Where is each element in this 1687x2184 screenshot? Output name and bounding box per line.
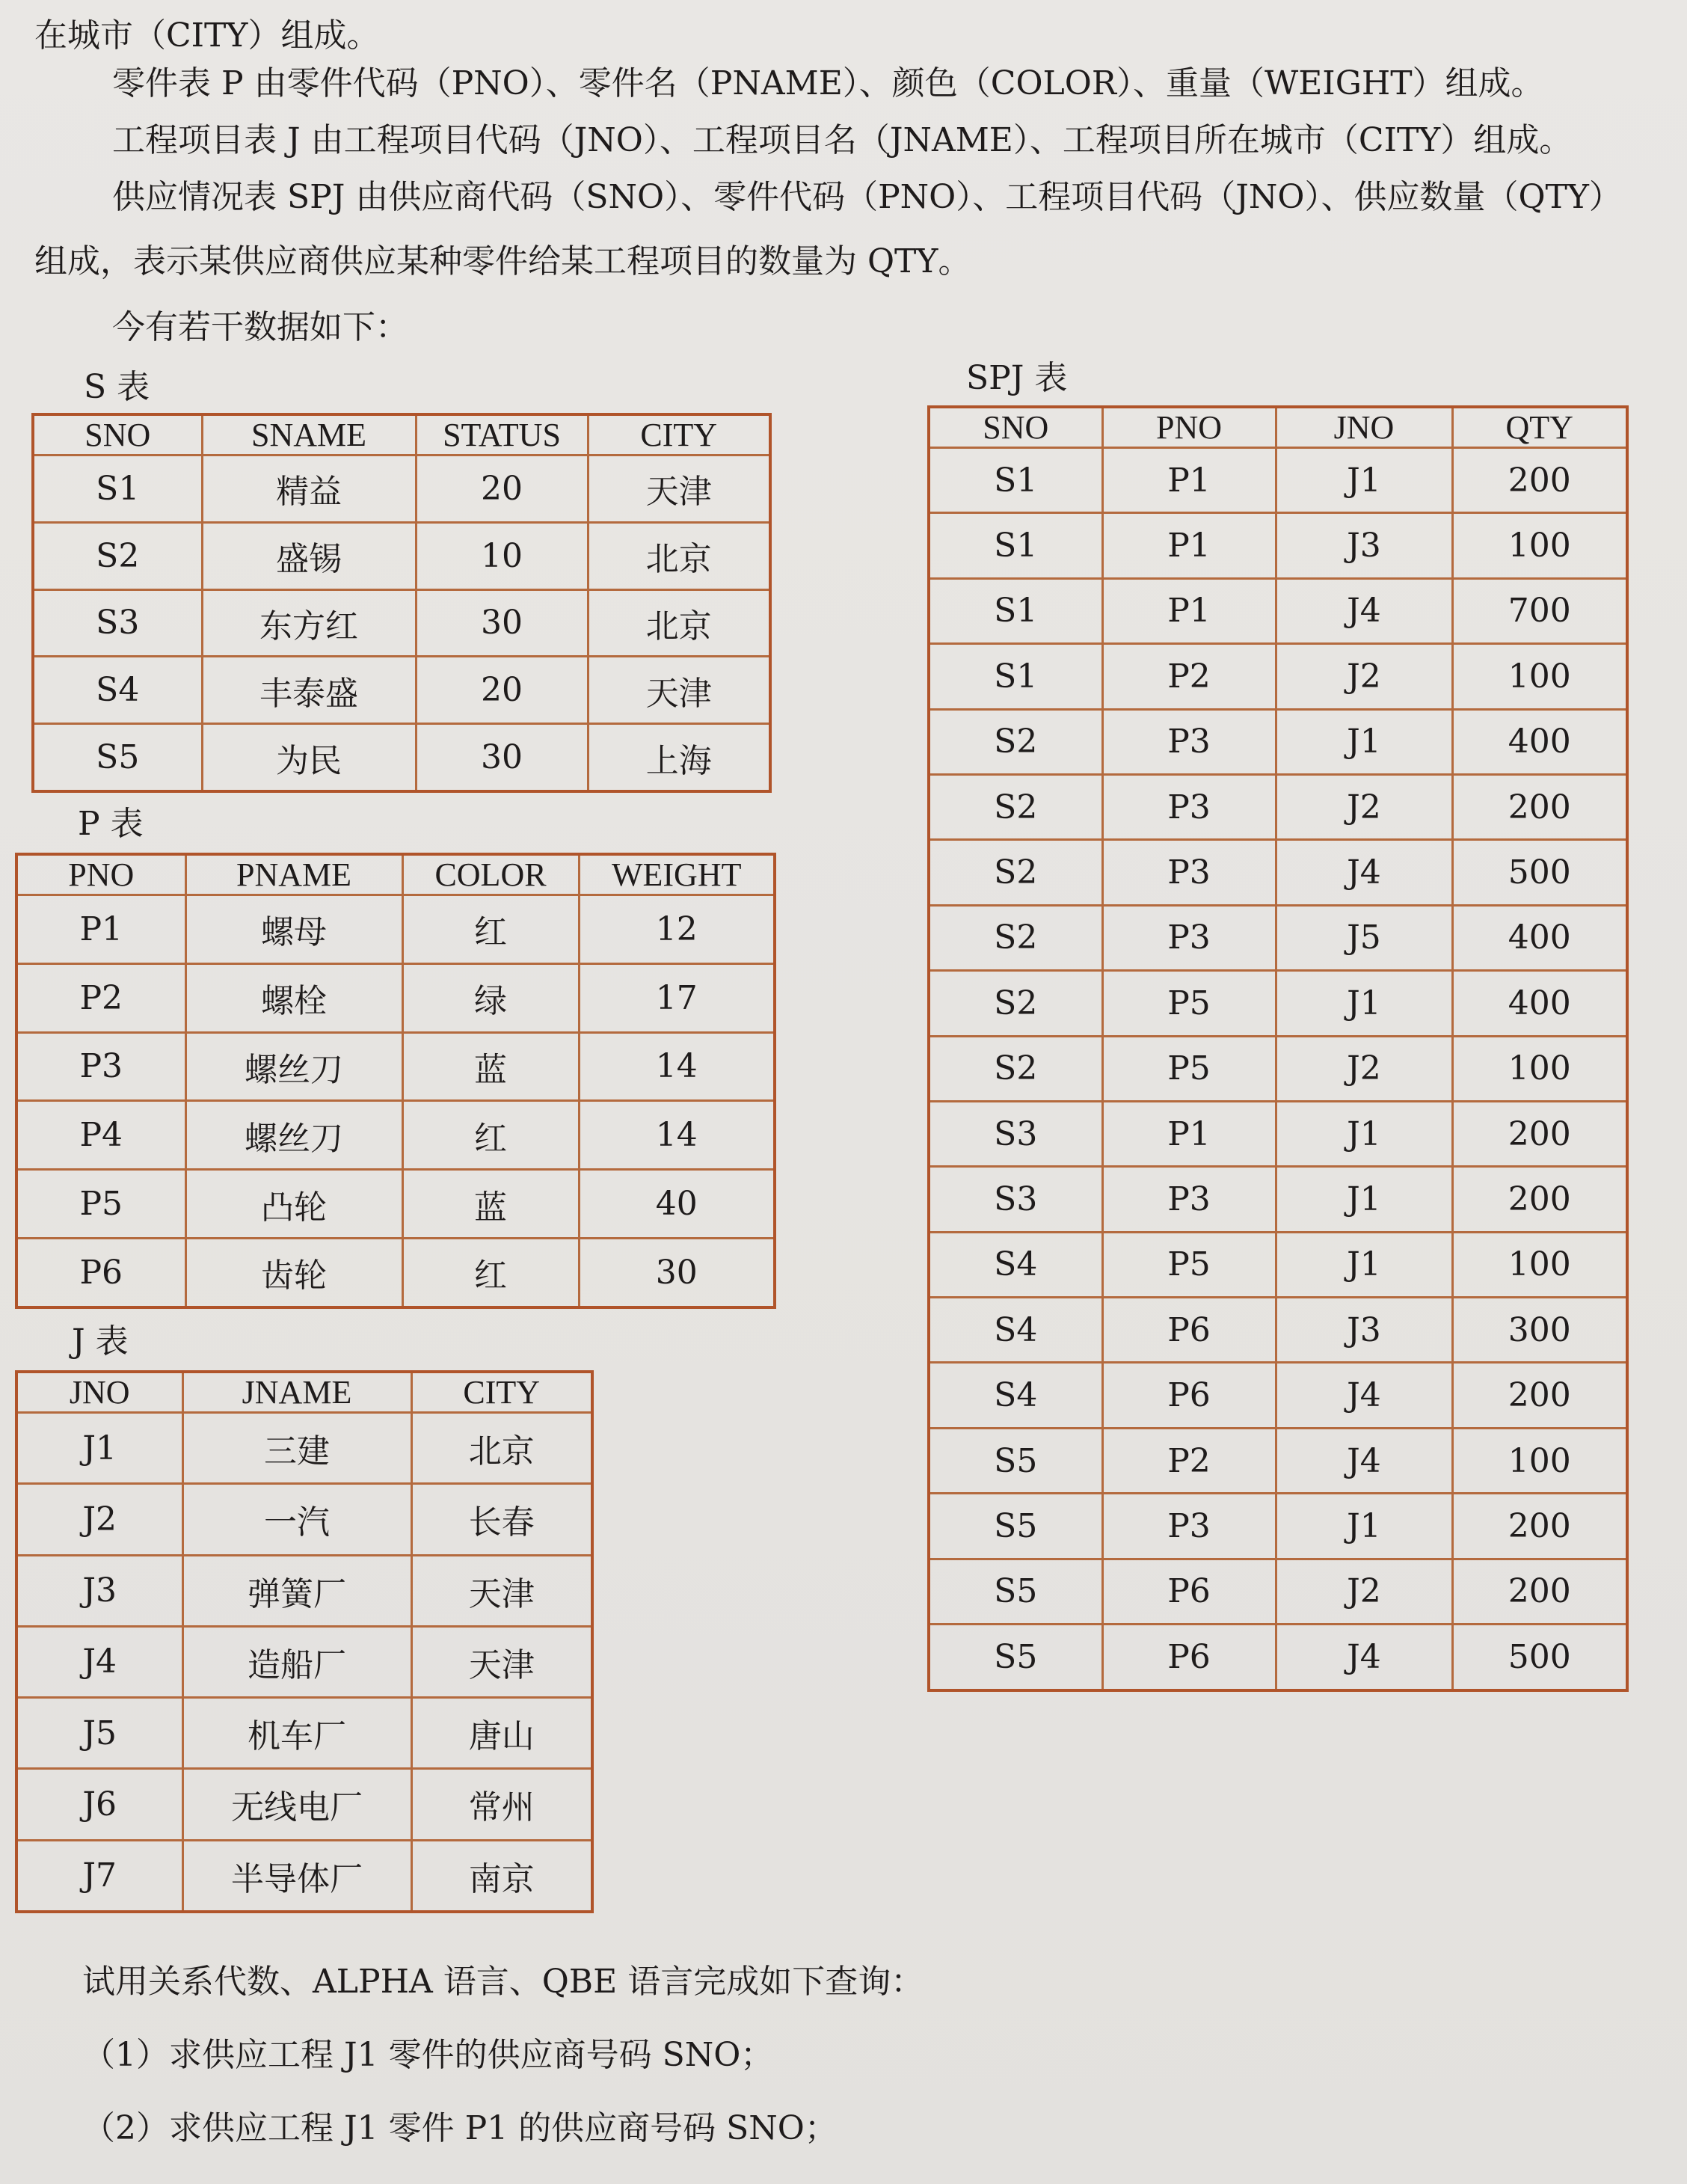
column-header: PNAME <box>185 854 402 895</box>
table-cell: P3 <box>16 1032 185 1101</box>
spj-table-caption: SPJ 表 <box>966 359 1068 397</box>
table-row <box>33 657 770 724</box>
table-cell: 400 <box>1452 905 1627 970</box>
table-row <box>16 1555 592 1626</box>
question-2: （2）求供应工程 J1 零件 P1 的供应商号码 SNO； <box>82 2109 838 2147</box>
table-cell: 200 <box>1452 448 1627 513</box>
p-table <box>15 853 776 1309</box>
table-cell: S2 <box>929 840 1102 905</box>
table-cell: 200 <box>1452 1363 1627 1428</box>
table-cell: P5 <box>1102 1232 1276 1297</box>
table-cell: 天津 <box>588 455 770 523</box>
table-header-row <box>16 854 775 895</box>
table-cell: 东方红 <box>202 589 416 657</box>
table-row <box>929 1101 1627 1166</box>
table-cell: 弹簧厂 <box>182 1555 411 1626</box>
table-row <box>929 971 1627 1036</box>
table-cell: P6 <box>16 1238 185 1307</box>
table-row <box>929 774 1627 839</box>
column-header: SNAME <box>202 414 416 455</box>
table-cell: 天津 <box>588 657 770 724</box>
table-cell: P1 <box>1102 513 1276 578</box>
table-cell: 500 <box>1452 1625 1627 1690</box>
table-cell: P6 <box>1102 1363 1276 1428</box>
intro-line-3: 工程项目表 J 由工程项目代码（JNO）、工程项目名（JNAME）、工程项目所在城市（CITY）组成。 <box>112 121 1573 159</box>
table-cell: 螺丝刀 <box>185 1032 402 1101</box>
table-cell: 400 <box>1452 971 1627 1036</box>
table-cell: S4 <box>33 657 202 724</box>
table-row <box>929 1036 1627 1101</box>
table-row <box>929 709 1627 774</box>
intro-line-6: 今有若干数据如下： <box>112 308 408 346</box>
table-cell: J4 <box>16 1626 182 1697</box>
table-cell: 天津 <box>411 1626 592 1697</box>
table-cell: P2 <box>1102 644 1276 709</box>
table-cell: 丰泰盛 <box>202 657 416 724</box>
table-cell: 三建 <box>182 1413 411 1484</box>
table-cell: 上海 <box>588 724 770 791</box>
table-cell: S5 <box>929 1559 1102 1624</box>
table-cell: J2 <box>1276 644 1452 709</box>
table-cell: 盛锡 <box>202 522 416 589</box>
table-row <box>929 1559 1627 1624</box>
column-header: SNO <box>929 407 1102 448</box>
table-cell: 20 <box>416 657 588 724</box>
table-row <box>33 589 770 657</box>
table-cell: 半导体厂 <box>182 1840 411 1912</box>
table-cell: 长春 <box>411 1484 592 1555</box>
j-table-caption: J 表 <box>72 1322 129 1361</box>
table-row <box>16 1170 775 1239</box>
intro-line-1: 在城市（CITY）组成。 <box>34 16 380 55</box>
table-cell: 蓝 <box>402 1170 579 1239</box>
table-cell: 造船厂 <box>182 1626 411 1697</box>
table-cell: S2 <box>929 905 1102 970</box>
table-cell: P3 <box>1102 1167 1276 1232</box>
table-cell: 12 <box>579 895 775 964</box>
table-cell: 螺母 <box>185 895 402 964</box>
intro-line-2: 零件表 P 由零件代码（PNO）、零件名（PNAME）、颜色（COLOR）、重量（WEIGHT）组成。 <box>112 64 1544 102</box>
table-cell: S3 <box>33 589 202 657</box>
table-cell: S3 <box>929 1101 1102 1166</box>
table-header-row <box>33 414 770 455</box>
table-cell: 螺丝刀 <box>185 1101 402 1170</box>
table-cell: 700 <box>1452 578 1627 643</box>
table-row <box>929 1232 1627 1297</box>
table-cell: 100 <box>1452 1232 1627 1297</box>
column-header: CITY <box>588 414 770 455</box>
column-header: SNO <box>33 414 202 455</box>
table-cell: P1 <box>1102 1101 1276 1166</box>
table-cell: P5 <box>16 1170 185 1239</box>
table-row <box>16 1626 592 1697</box>
table-cell: S1 <box>929 448 1102 513</box>
table-cell: 10 <box>416 522 588 589</box>
table-cell: S1 <box>929 578 1102 643</box>
table-cell: 红 <box>402 895 579 964</box>
table-cell: P3 <box>1102 905 1276 970</box>
table-cell: 40 <box>579 1170 775 1239</box>
table-cell: 200 <box>1452 774 1627 839</box>
table-row <box>33 724 770 791</box>
table-cell: S3 <box>929 1167 1102 1232</box>
column-header: JNAME <box>182 1372 411 1413</box>
table-cell: 100 <box>1452 513 1627 578</box>
table-cell: J3 <box>1276 513 1452 578</box>
table-cell: J2 <box>1276 1036 1452 1101</box>
table-row <box>33 522 770 589</box>
table-cell: S5 <box>33 724 202 791</box>
table-row <box>929 1494 1627 1559</box>
table-cell: 30 <box>579 1238 775 1307</box>
table-cell: S2 <box>929 709 1102 774</box>
table-row <box>16 1840 592 1912</box>
table-row <box>929 905 1627 970</box>
table-row <box>929 513 1627 578</box>
table-cell: P6 <box>1102 1298 1276 1363</box>
table-cell: S2 <box>929 1036 1102 1101</box>
table-row <box>16 895 775 964</box>
table-row <box>16 1238 775 1307</box>
table-row <box>929 578 1627 643</box>
table-cell: 为民 <box>202 724 416 791</box>
table-cell: J4 <box>1276 840 1452 905</box>
table-cell: S1 <box>33 455 202 523</box>
table-cell: 唐山 <box>411 1698 592 1769</box>
column-header: PNO <box>1102 407 1276 448</box>
table-row <box>16 1101 775 1170</box>
table-row <box>929 1428 1627 1493</box>
table-cell: J3 <box>16 1555 182 1626</box>
table-row <box>929 840 1627 905</box>
table-cell: J5 <box>1276 905 1452 970</box>
table-row <box>929 1298 1627 1363</box>
table-cell: S4 <box>929 1298 1102 1363</box>
table-cell: J1 <box>1276 1167 1452 1232</box>
table-cell: 北京 <box>588 589 770 657</box>
table-row <box>929 1625 1627 1690</box>
table-cell: 红 <box>402 1101 579 1170</box>
column-header: CITY <box>411 1372 592 1413</box>
table-cell: S5 <box>929 1428 1102 1493</box>
table-cell: P2 <box>1102 1428 1276 1493</box>
table-row <box>929 1363 1627 1428</box>
table-cell: J4 <box>1276 1625 1452 1690</box>
j-table <box>15 1370 594 1913</box>
table-row <box>16 1484 592 1555</box>
table-cell: J2 <box>1276 774 1452 839</box>
table-cell: S5 <box>929 1494 1102 1559</box>
table-cell: 绿 <box>402 963 579 1032</box>
table-cell: S1 <box>929 513 1102 578</box>
intro-line-4: 供应情况表 SPJ 由供应商代码（SNO）、零件代码（PNO）、工程项目代码（JNO）、供应数量（QTY） <box>112 178 1622 216</box>
table-row <box>929 448 1627 513</box>
table-cell: J2 <box>16 1484 182 1555</box>
table-row <box>16 1769 592 1840</box>
column-header: COLOR <box>402 854 579 895</box>
table-cell: 北京 <box>411 1413 592 1484</box>
table-cell: 30 <box>416 724 588 791</box>
table-cell: 螺栓 <box>185 963 402 1032</box>
column-header: QTY <box>1452 407 1627 448</box>
table-cell: S2 <box>929 774 1102 839</box>
table-cell: S1 <box>929 644 1102 709</box>
table-cell: P3 <box>1102 774 1276 839</box>
table-cell: 500 <box>1452 840 1627 905</box>
table-cell: 100 <box>1452 1036 1627 1101</box>
table-cell: 蓝 <box>402 1032 579 1101</box>
table-cell: J2 <box>1276 1559 1452 1624</box>
table-cell: S4 <box>929 1363 1102 1428</box>
table-row <box>929 644 1627 709</box>
table-row <box>16 1698 592 1769</box>
table-cell: S4 <box>929 1232 1102 1297</box>
table-cell: 红 <box>402 1238 579 1307</box>
table-cell: 100 <box>1452 644 1627 709</box>
table-cell: 17 <box>579 963 775 1032</box>
table-cell: 200 <box>1452 1559 1627 1624</box>
table-cell: P1 <box>1102 448 1276 513</box>
table-cell: J1 <box>1276 1101 1452 1166</box>
table-header-row <box>929 407 1627 448</box>
table-cell: J6 <box>16 1769 182 1840</box>
table-row <box>16 1032 775 1101</box>
table-cell: 无线电厂 <box>182 1769 411 1840</box>
table-cell: P3 <box>1102 840 1276 905</box>
table-cell: P3 <box>1102 1494 1276 1559</box>
table-cell: P3 <box>1102 709 1276 774</box>
table-cell: P5 <box>1102 1036 1276 1101</box>
column-header: STATUS <box>416 414 588 455</box>
p-table-caption: P 表 <box>78 805 144 843</box>
table-cell: J4 <box>1276 1363 1452 1428</box>
table-cell: 200 <box>1452 1494 1627 1559</box>
table-cell: 常州 <box>411 1769 592 1840</box>
table-cell: J1 <box>1276 1494 1452 1559</box>
table-cell: J1 <box>1276 1232 1452 1297</box>
table-cell: 精益 <box>202 455 416 523</box>
table-cell: S2 <box>33 522 202 589</box>
table-cell: P5 <box>1102 971 1276 1036</box>
table-cell: 凸轮 <box>185 1170 402 1239</box>
s-table-caption: S 表 <box>84 368 150 406</box>
table-cell: 30 <box>416 589 588 657</box>
table-cell: P2 <box>16 963 185 1032</box>
table-cell: 400 <box>1452 709 1627 774</box>
table-cell: 300 <box>1452 1298 1627 1363</box>
table-cell: J1 <box>1276 971 1452 1036</box>
question-lead: 试用关系代数、ALPHA 语言、QBE 语言完成如下查询： <box>82 1963 924 2001</box>
table-row <box>33 455 770 523</box>
table-row <box>16 1413 592 1484</box>
table-row <box>16 963 775 1032</box>
table-cell: P1 <box>1102 578 1276 643</box>
table-cell: J1 <box>1276 448 1452 513</box>
table-cell: 100 <box>1452 1428 1627 1493</box>
table-cell: J1 <box>16 1413 182 1484</box>
table-cell: S5 <box>929 1625 1102 1690</box>
table-cell: J1 <box>1276 709 1452 774</box>
spj-table <box>927 405 1629 1692</box>
column-header: WEIGHT <box>579 854 775 895</box>
table-row <box>929 1167 1627 1232</box>
table-cell: J4 <box>1276 1428 1452 1493</box>
table-cell: 北京 <box>588 522 770 589</box>
table-cell: P6 <box>1102 1559 1276 1624</box>
table-cell: S2 <box>929 971 1102 1036</box>
table-cell: J5 <box>16 1698 182 1769</box>
table-cell: J3 <box>1276 1298 1452 1363</box>
table-cell: P6 <box>1102 1625 1276 1690</box>
table-cell: 14 <box>579 1032 775 1101</box>
intro-line-5: 组成，表示某供应商供应某种零件给某工程项目的数量为 QTY。 <box>34 242 971 280</box>
column-header: PNO <box>16 854 185 895</box>
table-cell: 200 <box>1452 1167 1627 1232</box>
table-cell: P4 <box>16 1101 185 1170</box>
s-table <box>31 413 772 793</box>
table-cell: 200 <box>1452 1101 1627 1166</box>
table-cell: 机车厂 <box>182 1698 411 1769</box>
table-cell: J4 <box>1276 578 1452 643</box>
table-cell: 齿轮 <box>185 1238 402 1307</box>
table-header-row <box>16 1372 592 1413</box>
table-cell: 一汽 <box>182 1484 411 1555</box>
column-header: JNO <box>16 1372 182 1413</box>
table-cell: 20 <box>416 455 588 523</box>
table-cell: 天津 <box>411 1555 592 1626</box>
table-cell: 14 <box>579 1101 775 1170</box>
table-cell: J7 <box>16 1840 182 1912</box>
table-cell: 南京 <box>411 1840 592 1912</box>
column-header: JNO <box>1276 407 1452 448</box>
table-cell: P1 <box>16 895 185 964</box>
question-1: （1）求供应工程 J1 零件的供应商号码 SNO； <box>82 2036 774 2074</box>
